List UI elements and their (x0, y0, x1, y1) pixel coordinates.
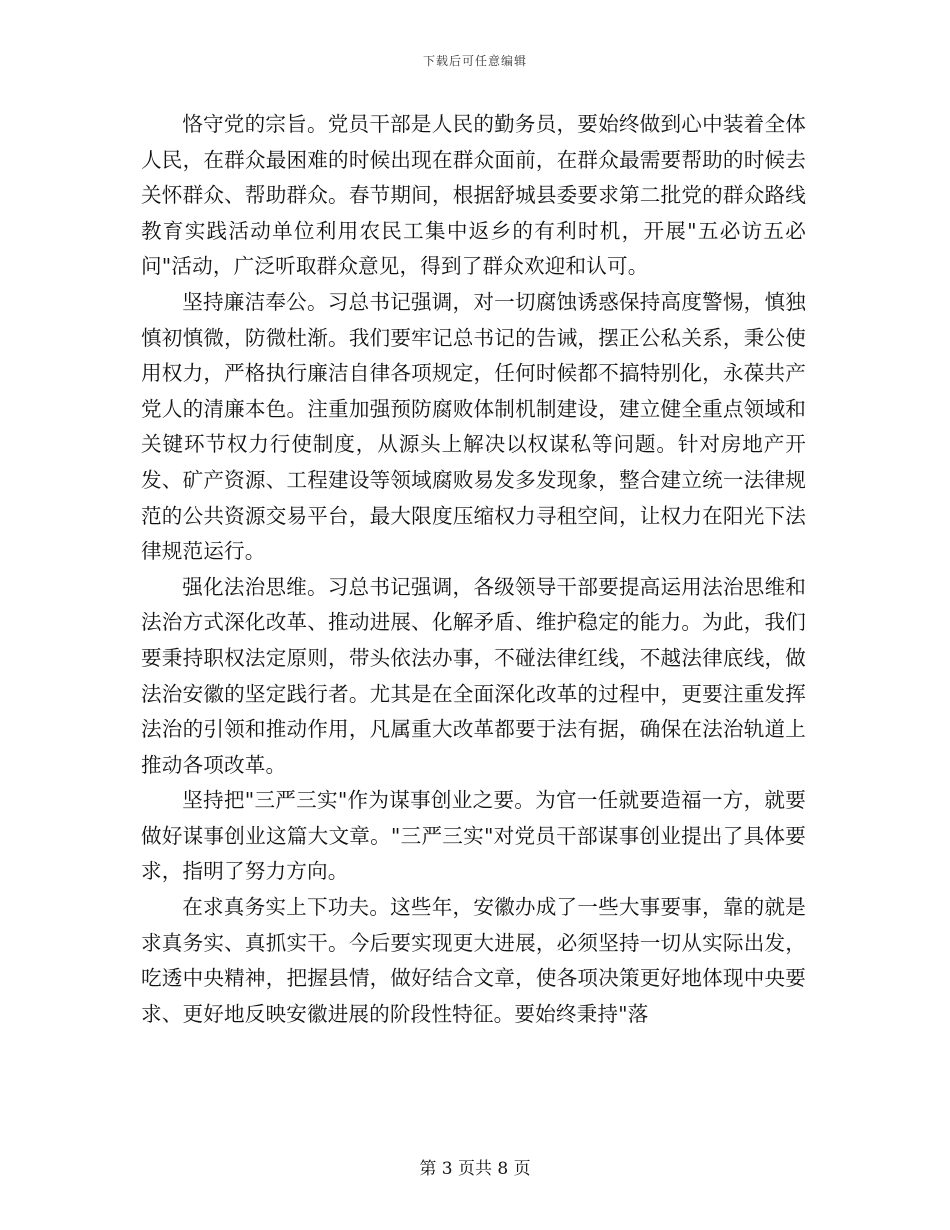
page-header: 下载后可任意编辑 (422, 54, 527, 68)
paragraph: 强化法治思维。习总书记强调，各级领导干部要提高运用法治思维和法治方式深化改革、推动进展、化解矛盾、维护稳定的能力。为此，我们要秉持职权法定原则，带头依法办事，不碰法律红线，不越法律底线，做法治安徽的坚定践行者。尤其是在全面深化改革的过程中，更要注重发挥法治的引领和推动作用，凡属重大改革都要于法有据，确保在法治轨道上推动各项改革。 (141, 574, 806, 777)
paragraph: 坚持把"三严三实"作为谋事创业之要。为官一任就要造福一方，就要做好谋事创业这篇大文章。"三严三实"对党员干部谋事创业提出了具体要求，指明了努力方向。 (141, 788, 806, 884)
paragraph: 坚持廉洁奉公。习总书记强调，对一切腐蚀诱惑保持高度警惕，慎独慎初慎微，防微杜渐。我们要牢记总书记的告诫，摆正公私关系，秉公使用权力，严格执行廉洁自律各项规定，任何时候都不搞特别化，永葆共产党人的清廉本色。注重加强预防腐败体制机制建设，建立健全重点领域和关键环节权力行使制度，从源头上解决以权谋私等问题。针对房地产开发、矿产资源、工程建设等领域腐败易发多发现象，整合建立统一法律规范的公共资源交易平台，最大限度压缩权力寻租空间，让权力在阳光下法律规范运行。 (141, 289, 806, 564)
paragraph: 恪守党的宗旨。党员干部是人民的勤务员，要始终做到心中装着全体人民，在群众最困难的时候出现在群众面前，在群众最需要帮助的时候去关怀群众、帮助群众。春节期间，根据舒城县委要求第二批党的群众路线教育实践活动单位利用农民工集中返乡的有利时机，开展"五必访五必问"活动，广泛听取群众意见，得到了群众欢迎和认可。 (141, 112, 806, 279)
paragraph: 在求真务实上下功夫。这些年，安徽办成了一些大事要事，靠的就是求真务实、真抓实干。今后要实现更大进展，必须坚持一切从实际出发，吃透中央精神，把握县情，做好结合文章，使各项决策更好地体现中央要求、更好地反映安徽进展的阶段性特征。要始终秉持"落 (141, 895, 806, 1026)
document-body (141, 107, 806, 1032)
page-number: 第 3 页共 8 页 (419, 1159, 531, 1179)
